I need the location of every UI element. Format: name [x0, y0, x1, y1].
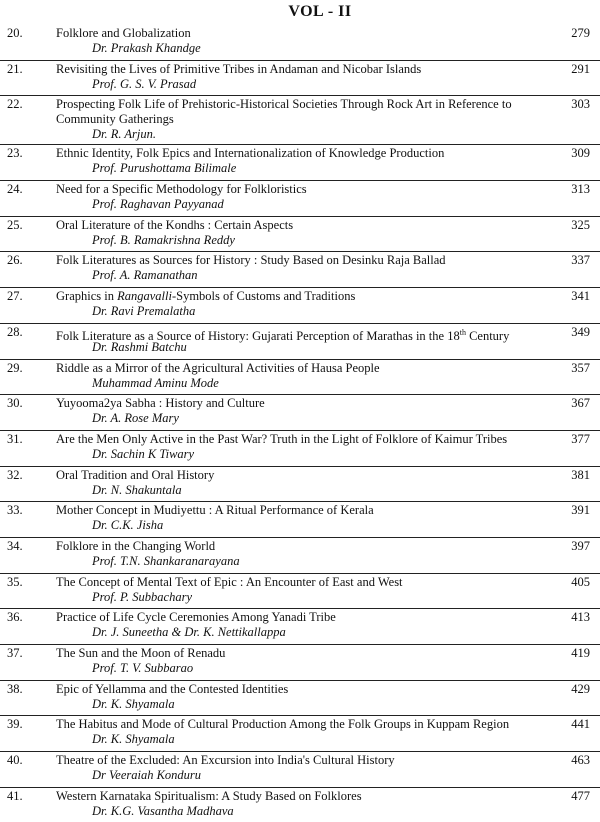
entry-author: Prof. P. Subbachary — [92, 589, 192, 604]
entry-page: 337 — [571, 253, 590, 268]
entry-number: 36. — [7, 610, 23, 625]
entry-number: 39. — [7, 717, 23, 732]
entry-page: 419 — [571, 646, 590, 660]
entry-title: Mother Concept in Mudiyettu : A Ritual Performance of Kerala — [56, 503, 374, 518]
entry-page: 413 — [571, 610, 590, 625]
entry-title: Folklore and Globalization — [56, 26, 191, 40]
entry-number: 30. — [7, 396, 23, 411]
entry-page: 291 — [571, 61, 590, 76]
entry-page: 405 — [571, 574, 590, 589]
entry-title: Revisiting the Lives of Primitive Tribes in Andaman and Nicobar Islands — [56, 61, 422, 76]
entry-author: Dr. K. Shyamala — [92, 696, 175, 711]
entry-number: 38. — [7, 681, 23, 696]
entry-author: Muhammad Aminu Mode — [92, 375, 219, 390]
entry-number: 29. — [7, 360, 23, 375]
entry-author: Dr Veeraiah Konduru — [92, 768, 202, 783]
entry-number: 27. — [7, 289, 23, 304]
contents-entry — [0, 538, 600, 574]
entry-page: 377 — [571, 431, 590, 446]
contents-entry — [0, 645, 600, 681]
contents-entry — [0, 609, 600, 645]
entry-number: 22. — [7, 97, 23, 112]
contents-entry — [0, 681, 600, 717]
entry-author: Prof. A. Ramanathan — [92, 268, 198, 283]
entry-title-pre: Graphics in — [56, 289, 118, 304]
entry-page: 429 — [571, 681, 590, 696]
entry-number: 31. — [7, 431, 23, 446]
entry-author: Prof. T.N. Shankaranarayana — [92, 553, 240, 568]
entry-number: 20. — [7, 26, 23, 40]
entry-author: Dr. Prakash Khandge — [92, 41, 201, 55]
entry-number: 32. — [7, 467, 23, 482]
volume-heading: VOL - II — [288, 3, 352, 20]
entry-title: Prospecting Folk Life of Prehistoric-Historical Societies Through Rock Art in Reference to Community Gatherings — [56, 97, 512, 127]
contents-entry — [0, 252, 600, 288]
entry-page: 477 — [571, 788, 590, 803]
contents-entry — [0, 96, 600, 145]
entry-title: Ethnic Identity, Folk Epics and Internationalization of Knowledge Production — [56, 146, 445, 161]
entry-title: The Sun and the Moon of Renadu — [56, 646, 226, 660]
entry-page: 279 — [571, 26, 590, 40]
entry-author: Prof. T. V. Subbarao — [92, 661, 194, 675]
entry-title: Practice of Life Cycle Ceremonies Among Yanadi Tribe — [56, 610, 336, 625]
entry-author: Dr. Ravi Premalatha — [92, 304, 196, 319]
entry-page: 367 — [571, 396, 590, 411]
entry-page: 313 — [571, 182, 590, 197]
contents-entry — [0, 431, 600, 467]
entry-page: 441 — [571, 717, 590, 732]
entry-page: 463 — [571, 753, 590, 768]
entry-number: 23. — [7, 146, 23, 161]
entry-number: 26. — [7, 253, 23, 268]
entry-title-pre: Folk Literature as a Source of History: Gujarati Perception of Marathas in the 18 — [56, 328, 460, 343]
entry-page: 303 — [571, 97, 590, 112]
entry-author: Prof. G. S. V. Prasad — [92, 76, 197, 91]
entry-number: 34. — [7, 538, 23, 553]
entry-number: 33. — [7, 503, 23, 518]
entry-page: 341 — [571, 289, 590, 304]
entry-author: Dr. C.K. Jisha — [92, 518, 164, 533]
entry-number: 40. — [7, 753, 23, 768]
entry-title: Folk Literatures as Sources for History : Study Based on Desinku Raja Ballad — [56, 253, 446, 268]
entry-title: The Habitus and Mode of Cultural Production Among the Folk Groups in Kuppam Region — [56, 717, 510, 732]
contents-entry — [0, 395, 600, 431]
entry-title: Riddle as a Mirror of the Agricultural Activities of Hausa People — [56, 360, 380, 375]
entry-title: The Concept of Mental Text of Epic : An Encounter of East and West — [56, 574, 403, 589]
entry-page: 397 — [571, 538, 590, 553]
entry-title: Are the Men Only Active in the Past War? Truth in the Light of Folklore of Kaimur Tribes — [56, 431, 508, 446]
entry-title: Theatre of the Excluded: An Excursion into India's Cultural History — [56, 753, 395, 768]
entry-number: 41. — [7, 788, 23, 803]
contents-entry — [0, 716, 600, 752]
entry-number: 35. — [7, 574, 23, 589]
entry-title-post: Century — [465, 328, 510, 343]
entry-title: Folklore in the Changing World — [56, 538, 216, 553]
entry-author: Dr. Sachin K Tiwary — [92, 446, 195, 461]
entry-page: 357 — [571, 360, 590, 375]
contents-entry — [0, 574, 600, 610]
contents-entry — [0, 181, 600, 217]
entry-title-post: -Symbols of Customs and Traditions — [171, 289, 356, 304]
entry-author: Dr. N. Shakuntala — [92, 482, 182, 497]
entry-title-sup: th — [459, 327, 466, 337]
contents-list — [0, 25, 600, 822]
entry-author: Dr. Rashmi Batchu — [92, 339, 187, 354]
contents-entry — [0, 324, 600, 360]
entry-page: 325 — [571, 217, 590, 232]
entry-number: 21. — [7, 61, 23, 76]
entry-title: Yuyooma2ya Sabha : History and Culture — [56, 396, 265, 411]
entry-author: Dr. K.G. Vasantha Madhava — [92, 803, 234, 818]
entry-page: 309 — [571, 146, 590, 161]
entry-number: 25. — [7, 217, 23, 232]
entry-number: 37. — [7, 646, 23, 660]
entry-author: Dr. J. Suneetha & Dr. K. Nettikallappa — [92, 625, 286, 640]
contents-entry — [0, 61, 600, 97]
contents-entry — [0, 145, 600, 181]
entry-page: 349 — [571, 324, 590, 339]
entry-title: Need for a Specific Methodology for Folkloristics — [56, 182, 307, 197]
entry-title-italic: Rangavalli — [117, 289, 172, 304]
entry-title: Oral Tradition and Oral History — [56, 467, 215, 482]
entry-page: 391 — [571, 503, 590, 518]
entry-author: Prof. Purushottama Bilimale — [92, 161, 237, 176]
entry-author: Prof. Raghavan Payyanad — [92, 197, 224, 212]
contents-entry — [0, 25, 600, 61]
entry-title: Western Karnataka Spiritualism: A Study Based on Folklores — [56, 788, 362, 803]
entry-author: Dr. R. Arjun. — [92, 127, 157, 142]
entry-page: 381 — [571, 467, 590, 482]
contents-entry — [0, 360, 600, 396]
entry-title — [56, 289, 552, 304]
entry-author: Dr. K. Shyamala — [92, 732, 175, 747]
entry-author: Prof. B. Ramakrishna Reddy — [92, 232, 235, 247]
entry-number: 24. — [7, 182, 23, 197]
contents-entry — [0, 752, 600, 788]
contents-entry — [0, 502, 600, 538]
contents-entry — [0, 788, 600, 822]
entry-title: Epic of Yellamma and the Contested Identities — [56, 681, 289, 696]
contents-entry — [0, 288, 600, 324]
entry-author: Dr. A. Rose Mary — [92, 411, 179, 426]
contents-entry — [0, 467, 600, 503]
entry-number: 28. — [7, 324, 23, 339]
entry-title: Oral Literature of the Kondhs : Certain Aspects — [56, 217, 294, 232]
contents-entry — [0, 217, 600, 253]
